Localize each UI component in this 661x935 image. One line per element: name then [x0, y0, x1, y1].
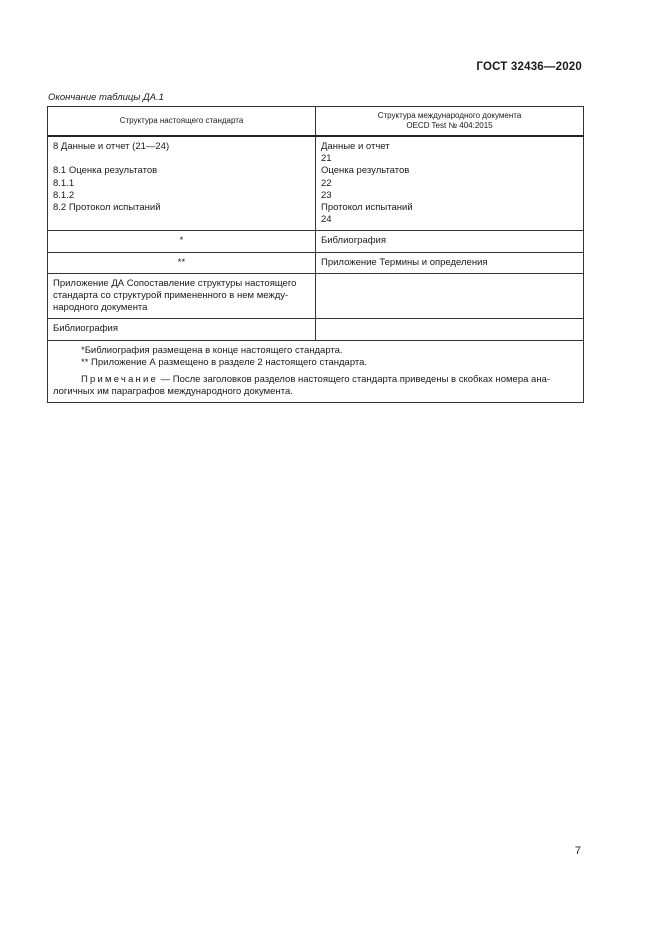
cell-line: 8.1 Оценка результатов	[53, 165, 158, 177]
table-row	[48, 136, 584, 231]
table-row	[48, 273, 584, 319]
table-caption: Окончание таблицы ДА.1	[48, 92, 164, 103]
cell-line: 8 Данные и отчет (21—24)	[53, 141, 170, 152]
column-header-international-line1: Структура международного документа	[377, 110, 522, 120]
table-note	[53, 374, 578, 398]
footnote-bibliography: *Библиография размещена в конце настоящего стандарта.	[81, 344, 343, 356]
cell-line: народного документа	[53, 302, 148, 314]
cell-line: 23	[321, 189, 332, 201]
table-cell-national: **	[48, 252, 316, 273]
cell-gap	[53, 153, 310, 165]
footnote-appendix-a: ** Приложение А размещено в разделе 2 настоящего стандарта.	[81, 356, 368, 368]
table-row	[48, 252, 584, 273]
cell-line: 22	[321, 177, 332, 189]
page-number: 7	[574, 845, 581, 857]
note-text-cont: логичных им параграфов международного документа.	[53, 386, 293, 398]
note-label: Примечание	[81, 374, 158, 386]
table-cell-national	[48, 136, 316, 231]
cell-line: стандарта со структурой примененного в нем между-	[53, 290, 289, 302]
cell-line: Приложение ДА Сопоставление структуры настоящего	[53, 277, 297, 289]
cell-line: 8.2 Протокол испытаний	[53, 202, 161, 213]
table-cell-international	[316, 319, 584, 340]
column-header-national-label: Структура настоящего стандарта	[119, 115, 244, 125]
table-cell-national: Библиография	[48, 319, 316, 340]
note-text: — После заголовков разделов настоящего стандарта приведены в скобках номера ана-	[158, 374, 551, 386]
table-row	[48, 231, 584, 252]
table-cell-national	[48, 273, 316, 319]
cell-line: Данные и отчет	[321, 141, 390, 152]
structure-comparison-table	[47, 106, 584, 403]
cell-line: Протокол испытаний	[321, 202, 413, 214]
cell-line: 8.1.2	[53, 189, 75, 201]
cell-line: 21	[321, 153, 332, 165]
table-header-row	[48, 107, 584, 137]
table-cell-national: *	[48, 231, 316, 252]
table-cell-international: Приложение Термины и определения	[316, 252, 584, 273]
cell-line: 8.1.1	[53, 177, 75, 189]
column-header-international-line2: OECD Test № 404:2015	[406, 121, 493, 130]
table-row	[48, 319, 584, 340]
cell-line: Оценка результатов	[321, 165, 410, 177]
table-notes-cell	[48, 340, 584, 403]
column-header-international	[316, 107, 584, 137]
standard-code: ГОСТ 32436—2020	[476, 61, 582, 73]
table-cell-international	[316, 136, 584, 231]
table-notes-row	[48, 340, 584, 403]
cell-line: 24	[321, 214, 332, 226]
column-header-national	[48, 107, 316, 137]
table-cell-international	[316, 273, 584, 319]
table-cell-international: Библиография	[316, 231, 584, 252]
